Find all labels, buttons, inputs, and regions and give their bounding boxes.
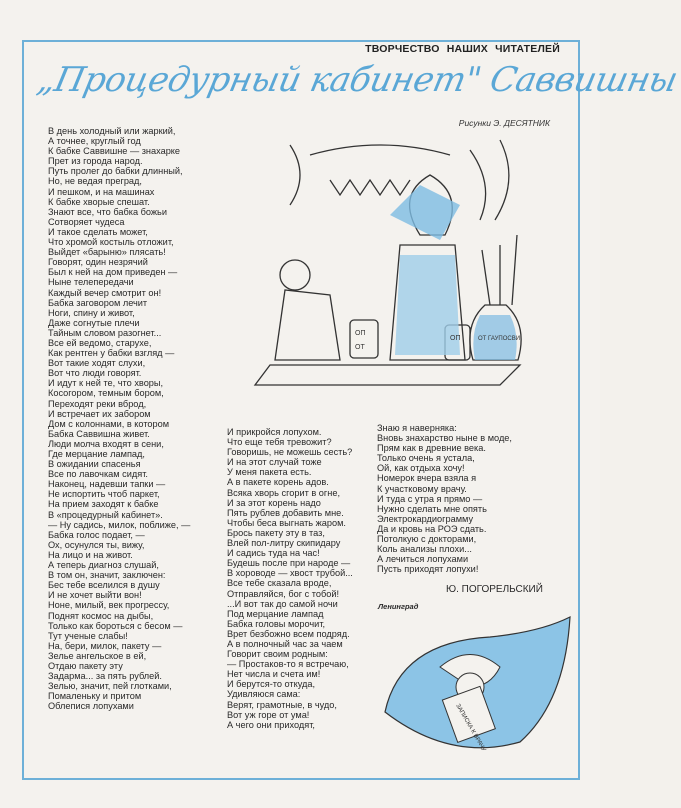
- jar-label: ОП: [355, 330, 366, 337]
- poem-line: Поднят космос на дыбы,: [48, 610, 154, 621]
- poem-line: На лицо и на живот.: [48, 549, 133, 560]
- poem-line: И не хочет выйти вон!: [48, 590, 142, 601]
- note-label: ЗАПИСКА К ВРАЧУ: [454, 703, 487, 753]
- poem-line: Будешь после при народе —: [227, 558, 351, 569]
- poem-line: Сотворяет чудеса: [48, 216, 125, 227]
- poem-line: К бабке Саввишне — знахарке: [48, 146, 181, 157]
- poem-line: Задарма... за пять рублей.: [48, 671, 162, 682]
- poem-line: Под мерцание лампад: [227, 608, 324, 619]
- poem-line: Говорят, один незрячий: [48, 257, 148, 268]
- poem-column-2: [227, 427, 353, 730]
- poem-line: — Простаков-то я встречаю,: [227, 659, 349, 670]
- poem-line: В том он, значит, заключен:: [48, 570, 166, 581]
- healer-illustration: [250, 135, 560, 390]
- poem-line: И пешком, и на машинах: [48, 186, 155, 197]
- poem-line: Зелью, значит, пей глотками,: [48, 681, 172, 692]
- poem-line: Бабка заговором лечит: [48, 297, 148, 308]
- poem-line: В день холодный или жаркий,: [48, 126, 176, 136]
- poem-line: Прет из города народ.: [48, 156, 143, 167]
- poem-line: Коль анализы плохи...: [377, 544, 472, 555]
- poem-line: Но, не ведая преград,: [48, 176, 142, 187]
- poem-line: Каждый вечер смотрит он!: [48, 287, 162, 298]
- poem-line: Врет безбожно всем подряд.: [227, 628, 350, 639]
- poem-line: И такое сделать может,: [48, 226, 148, 237]
- poem-line: А чего они приходят,: [227, 719, 315, 730]
- poem-line: А в полночный час за чаем: [227, 638, 343, 649]
- vase-label: ОТ ГАУПОСВИ: [478, 336, 521, 342]
- poem-line: В ожидании спасенья: [48, 459, 141, 470]
- poem-line: Удивляюся сама:: [227, 689, 301, 700]
- poem-line: Тут ученые слабы!: [48, 630, 128, 641]
- poem-line: Пусть приходят лопухи!: [377, 564, 479, 575]
- poem-line: И за этот корень надо: [227, 497, 321, 508]
- poem-line: Облепися лопухами: [48, 701, 134, 712]
- poem-line: Знают все, что бабка божьи: [48, 206, 167, 217]
- poem-line: Только как бороться с бесом —: [48, 620, 183, 631]
- poem-line: Косогором, темным бором,: [48, 388, 164, 399]
- poem-line: Вновь знахарство ныне в моде,: [377, 433, 512, 444]
- poem-line: И садись туда на час!: [227, 548, 320, 559]
- poem-line: Ноне, милый, век прогрессу,: [48, 600, 170, 611]
- poem-line: А в пакете корень адов.: [227, 477, 329, 488]
- poem-line: А лечиться лопухами: [377, 554, 469, 565]
- poem-line: Все ей ведомо, старухе,: [48, 337, 152, 348]
- poem-line: В хороводе — хвост трубой...: [227, 568, 353, 579]
- poem-line: Вот что люди говорят.: [48, 368, 142, 379]
- poem-line: И идут к ней те, что хворы,: [48, 378, 164, 389]
- poem-line: Все по лавочкам сидят.: [48, 469, 148, 480]
- poem-line: Выйдет «барыню» плясать!: [48, 247, 166, 258]
- poem-line: Верят, грамотные, в чудо,: [227, 699, 337, 710]
- poem-line: В «процедурный кабинет».: [48, 509, 163, 520]
- poem-line: Тайным словом разогнет...: [48, 327, 162, 338]
- poem-line: Брось пакету эту в таз,: [227, 527, 325, 538]
- poem-line: Что хромой костыль отложит,: [48, 237, 174, 248]
- poem-line: К бабке хворые спешат.: [48, 196, 150, 207]
- poem-line: А точнее, круглый год: [48, 136, 141, 147]
- poem-line: Дом с колоннами, в котором: [48, 418, 170, 429]
- poem-line: Отправляйся, бог с тобой!: [227, 588, 340, 599]
- poem-line: На прием заходят к бабке: [48, 499, 159, 510]
- poem-line: Все тебе сказала вроде,: [227, 578, 332, 589]
- author-name: Ю. ПОГОРЕЛЬСКИЙ: [446, 584, 543, 595]
- poem-line: Люди молча входят в сени,: [48, 438, 164, 449]
- poem-line: И на этот случай тоже: [227, 457, 322, 468]
- poem-line: Влей пол-литру скипидару: [227, 538, 341, 549]
- poem-column-3: [377, 423, 512, 574]
- poem-line: Всяка хворь сгорит в огне,: [227, 487, 340, 498]
- poem-line: Бабка Саввишна живет.: [48, 428, 150, 439]
- poem-line: Ох, осунулся ты, вижу,: [48, 539, 145, 550]
- jar-label: ОП: [450, 335, 461, 342]
- poem-line: Ой, как отдыха хочу!: [377, 463, 465, 474]
- poem-line: Где мерцание лампад,: [48, 449, 145, 459]
- poem-line: Как рентген у бабки взгляд —: [48, 348, 175, 359]
- poem-line: Вот уж горе от ума!: [227, 709, 310, 720]
- poem-line: И встречает их забором: [48, 408, 151, 419]
- poem-line: Знаю я наверняка:: [377, 423, 457, 433]
- burdock-leaf-illustration: [380, 612, 575, 757]
- poem-line: Нет числа и счета им!: [227, 669, 321, 680]
- poem-line: — Ну садись, милок, поближе, —: [48, 519, 191, 530]
- poem-title: „Процедурный кабинет" Саввишны: [33, 60, 681, 100]
- poem-line: У меня пакета есть.: [227, 467, 312, 478]
- poem-line: Бабка головы морочит,: [227, 618, 326, 629]
- poem-line: Только очень я устала,: [377, 453, 475, 464]
- poem-column-1: [48, 126, 190, 711]
- poem-line: Был к ней на дом приведен —: [48, 267, 178, 278]
- poem-line: И берутся-то откуда,: [227, 679, 316, 690]
- poem-line: Отдаю пакету эту: [48, 660, 123, 671]
- poem-line: Чтобы беса выгнать жаром.: [227, 517, 346, 528]
- poem-line: Электрокардиограмму: [377, 513, 474, 524]
- poem-line: А теперь диагноз слушай,: [48, 560, 159, 571]
- poem-line: Даже согнутые плечи: [48, 317, 140, 328]
- poem-line: Говорит своим родным:: [227, 649, 328, 660]
- author-city: Ленинград: [378, 602, 419, 611]
- poem-line: И туда с утра я прямо —: [377, 493, 483, 504]
- poem-line: Бес тебе вселился в душу: [48, 580, 160, 591]
- poem-line: Зелье ангельское в ей,: [48, 650, 147, 661]
- poem-line: Не испортить чтоб паркет,: [48, 489, 160, 500]
- poem-line: Потолкую с докторами,: [377, 534, 477, 545]
- poem-line: Наконец, надевши тапки —: [48, 479, 166, 490]
- poem-line: Пять рублев добавить мне.: [227, 507, 344, 518]
- poem-line: Помаленьку и притом: [48, 691, 142, 702]
- poem-line: И прикройся лопухом.: [227, 427, 322, 437]
- illustration-credit: Рисунки Э. ДЕСЯТНИК: [458, 118, 550, 128]
- poem-line: Номерок вчера взяла я: [377, 473, 477, 484]
- poem-line: Что еще тебя тревожит?: [227, 437, 332, 448]
- poem-line: Говоришь, не можешь сесть?: [227, 447, 353, 458]
- poem-line: Ныне телепередачи: [48, 277, 134, 288]
- poem-line: Вот такие ходят слухи,: [48, 358, 146, 369]
- poem-line: ...И вот так до самой ночи: [227, 598, 338, 609]
- poem-line: Переходят реки вброд,: [48, 398, 147, 409]
- section-rubric: ТВОРЧЕСТВО НАШИХ ЧИТАТЕЛЕЙ: [365, 43, 560, 55]
- jar-label: ОТ: [355, 344, 365, 351]
- poem-line: Нужно сделать мне опять: [377, 503, 487, 514]
- poem-line: К участковому врачу.: [377, 483, 467, 494]
- poem-line: Путь пролег до бабки длинный,: [48, 166, 183, 177]
- poem-line: Прям как в древние века.: [377, 443, 486, 454]
- poem-line: Бабка голос подает, —: [48, 529, 145, 540]
- poem-line: Да и кровь на РОЭ сдать.: [377, 523, 487, 534]
- poem-line: Ноги, спину и живот,: [48, 307, 135, 318]
- poem-line: На, бери, милок, пакету —: [48, 640, 162, 651]
